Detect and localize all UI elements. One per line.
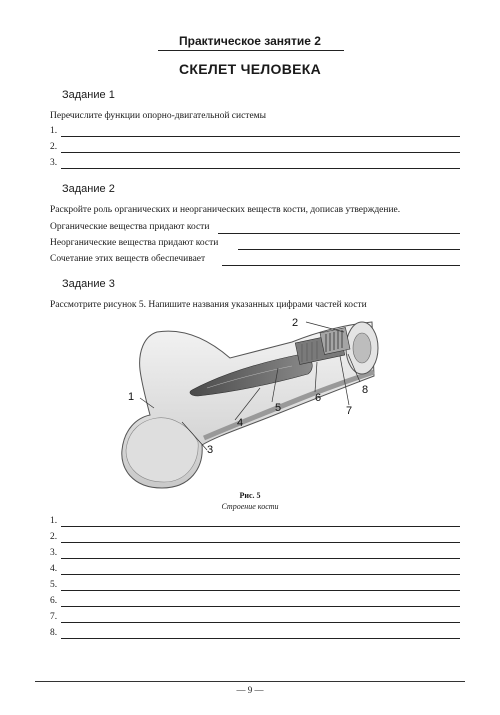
task3-answer-line-7[interactable] [50, 612, 460, 624]
figure-label-1: 1 [128, 391, 135, 403]
task2-statement-organic: Органические вещества придают кости [50, 222, 210, 232]
task2-statement-combination: Сочетание этих веществ обеспечивает [50, 254, 206, 264]
task2-answer-combination[interactable] [222, 265, 460, 266]
figure-caption-title: Рис. 5 [239, 491, 261, 500]
line-number: 6. [50, 596, 58, 606]
answer-rule [61, 638, 460, 639]
lesson-header: Практическое занятие 2 [179, 34, 321, 48]
line-number: 8. [50, 628, 58, 638]
answer-rule [61, 542, 460, 543]
line-number: 3. [50, 548, 58, 558]
line-number: 3. [50, 158, 58, 168]
task2-answer-inorganic[interactable] [238, 249, 460, 250]
line-number: 2. [50, 532, 58, 542]
answer-rule [61, 168, 460, 169]
answer-rule [61, 622, 460, 623]
answer-rule [61, 606, 460, 607]
line-number: 7. [50, 612, 58, 622]
page-title: СКЕЛЕТ ЧЕЛОВЕКА [178, 61, 322, 77]
line-number: 5. [50, 580, 58, 590]
answer-rule [61, 526, 460, 527]
figure-label-4: 4 [237, 417, 244, 429]
page-number: — 9 — [236, 685, 264, 695]
task3-heading: Задание 3 [62, 278, 115, 290]
task3-answer-line-4[interactable] [50, 564, 460, 576]
task3-answer-line-6[interactable] [50, 596, 460, 608]
footer-rule [35, 681, 465, 682]
task1-answer-line-3[interactable] [50, 158, 460, 170]
figure-label-6: 6 [315, 392, 322, 404]
answer-rule [61, 558, 460, 559]
task1-answer-line-1[interactable] [50, 126, 460, 138]
task3-answer-line-8[interactable] [50, 628, 460, 640]
answer-rule [61, 152, 460, 153]
task3-answer-line-3[interactable] [50, 548, 460, 560]
bone-structure-figure [112, 310, 402, 495]
header-rule [158, 50, 344, 51]
answer-rule [61, 574, 460, 575]
figure-label-5: 5 [275, 402, 282, 414]
line-number: 4. [50, 564, 58, 574]
task2-prompt: Раскройте роль органических и неорганических веществ кости, дописав утверждение. [50, 205, 401, 215]
answer-rule [61, 590, 460, 591]
figure-label-8: 8 [362, 384, 369, 396]
task3-prompt: Рассмотрите рисунок 5. Напишите названия указанных цифрами частей кости [50, 300, 367, 310]
figure-label-3: 3 [207, 444, 214, 456]
line-number: 1. [50, 516, 58, 526]
task3-answer-line-2[interactable] [50, 532, 460, 544]
task2-heading: Задание 2 [62, 183, 115, 195]
answer-rule [61, 136, 460, 137]
task1-prompt: Перечислите функции опорно-двигательной системы [50, 111, 267, 121]
task1-heading: Задание 1 [62, 89, 115, 101]
task2-statement-inorganic: Неорганические вещества придают кости [50, 238, 219, 248]
figure-caption-subtitle: Строение кости [221, 502, 279, 511]
figure-label-7: 7 [346, 405, 353, 417]
task3-answer-line-1[interactable] [50, 516, 460, 528]
figure-label-2: 2 [292, 317, 299, 329]
task2-answer-organic[interactable] [218, 233, 460, 234]
task3-answer-line-5[interactable] [50, 580, 460, 592]
line-number: 2. [50, 142, 58, 152]
line-number: 1. [50, 126, 58, 136]
task1-answer-line-2[interactable] [50, 142, 460, 154]
